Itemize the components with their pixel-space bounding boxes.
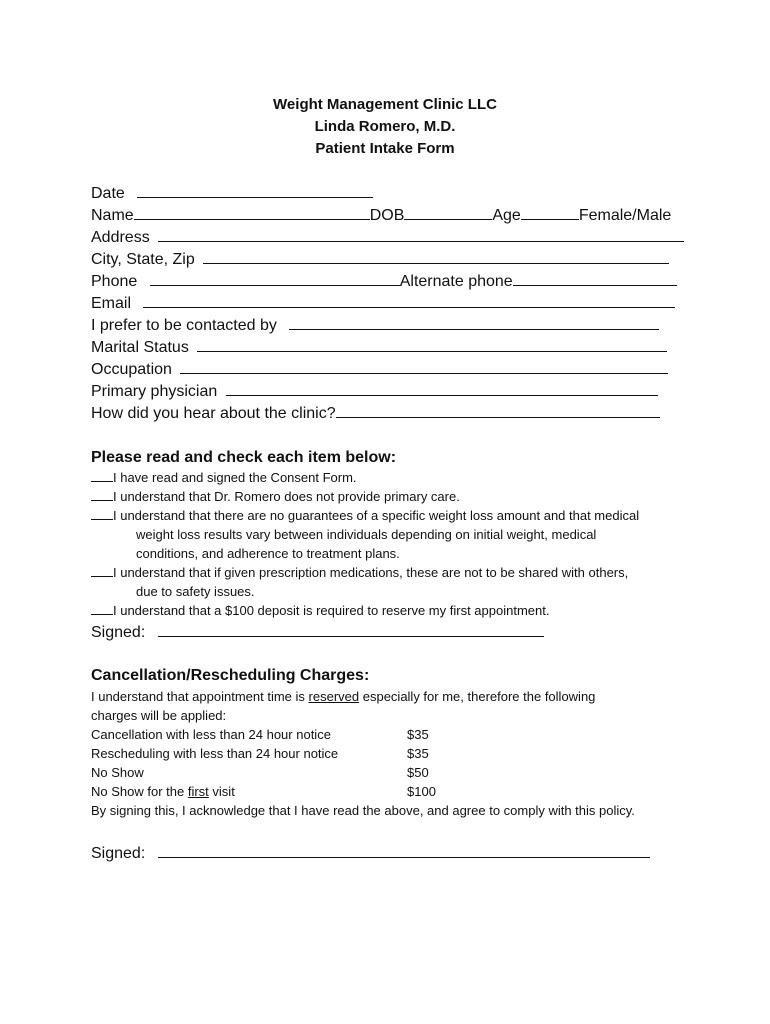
- phone-row: [91, 271, 677, 292]
- checklist-continuation: due to safety issues.: [136, 584, 255, 599]
- checklist-item-text: I understand that if given prescription medications, these are not to be shared with others,: [113, 565, 629, 580]
- charge-amount: $35: [407, 727, 429, 742]
- dob-field[interactable]: [404, 205, 492, 220]
- charge-label-text: visit: [212, 784, 235, 799]
- cancellation-intro: [91, 687, 595, 706]
- marital-label: Marital Status: [91, 339, 189, 356]
- checklist-item: [91, 468, 357, 487]
- contact-pref-field[interactable]: [289, 315, 659, 330]
- first-underlined: first: [187, 784, 209, 799]
- checklist-item: [91, 506, 639, 525]
- alternate-phone-label: Alternate phone: [399, 273, 513, 290]
- address-label: Address: [91, 229, 150, 246]
- checklist-item: [91, 601, 549, 620]
- reserved-underlined: reserved: [308, 689, 360, 704]
- date-field[interactable]: [137, 183, 373, 198]
- charge-amount: $50: [407, 765, 429, 780]
- checklist-continuation: conditions, and adherence to treatment plans.: [136, 546, 400, 561]
- contact-pref-row: [91, 315, 659, 336]
- charge-label: Rescheduling with less than 24 hour notice: [91, 746, 339, 761]
- charge-amount: $35: [407, 746, 429, 761]
- charge-label-text: No Show for the: [91, 784, 185, 799]
- checklist-heading: Please read and check each item below:: [91, 449, 397, 466]
- age-field[interactable]: [521, 205, 579, 220]
- address-row: [91, 227, 684, 248]
- age-label: Age: [492, 207, 521, 224]
- checklist-item-text: I understand that there are no guarantees of a specific weight loss amount and that medical: [113, 508, 640, 523]
- checklist-continuation: weight loss results vary between individuals depending on initial weight, medical: [136, 527, 597, 542]
- signed-label: Signed:: [91, 845, 146, 862]
- name-field[interactable]: [134, 205, 370, 220]
- name-label: Name: [91, 207, 134, 224]
- charge-label: [91, 782, 235, 801]
- physician-field[interactable]: [226, 381, 658, 396]
- marital-row: [91, 337, 667, 358]
- city-field[interactable]: [203, 249, 669, 264]
- charge-label: No Show: [91, 765, 144, 780]
- intro-text: especially for me, therefore the following: [362, 689, 596, 704]
- checkbox-blank[interactable]: [91, 602, 113, 615]
- physician-row: [91, 381, 658, 402]
- city-row: [91, 249, 669, 270]
- charge-label: Cancellation with less than 24 hour notice: [91, 727, 331, 742]
- occupation-field[interactable]: [180, 359, 668, 374]
- signed-label: Signed:: [91, 624, 146, 641]
- checkbox-blank[interactable]: [91, 469, 113, 482]
- acknowledge-text: By signing this, I acknowledge that I have read the above, and agree to comply with this policy.: [91, 803, 635, 818]
- city-label: City, State, Zip: [91, 251, 195, 268]
- checklist-item-text: I understand that a $100 deposit is required to reserve my first appointment.: [113, 603, 550, 618]
- cancellation-intro-cont: charges will be applied:: [91, 708, 227, 723]
- cancellation-heading: Cancellation/Rescheduling Charges:: [91, 667, 370, 684]
- date-row: [91, 183, 373, 204]
- checkbox-blank[interactable]: [91, 488, 113, 501]
- dob-label: DOB: [369, 207, 405, 224]
- phone-field[interactable]: [150, 271, 400, 286]
- cancellation-signature-row: [91, 843, 650, 864]
- checklist-item: [91, 487, 460, 506]
- checklist-item-text: I have read and signed the Consent Form.: [113, 470, 357, 485]
- marital-field[interactable]: [197, 337, 667, 352]
- sex-label: Female/Male: [578, 207, 672, 224]
- checklist-item-text: I understand that Dr. Romero does not provide primary care.: [113, 489, 460, 504]
- intro-text: I understand that appointment time is: [91, 689, 305, 704]
- referral-row: [91, 403, 660, 424]
- name-row: [91, 205, 671, 226]
- alternate-phone-field[interactable]: [513, 271, 677, 286]
- phone-label: Phone: [91, 273, 138, 290]
- charge-amount: $100: [407, 784, 436, 799]
- email-field[interactable]: [143, 293, 675, 308]
- referral-field[interactable]: [336, 403, 660, 418]
- checkbox-blank[interactable]: [91, 507, 113, 520]
- occupation-row: [91, 359, 668, 380]
- physician-label: Primary physician: [91, 383, 218, 400]
- address-field[interactable]: [158, 227, 684, 242]
- form-title: Patient Intake Form: [315, 140, 455, 157]
- signature-field[interactable]: [158, 843, 650, 858]
- checklist-signature-row: [91, 622, 544, 643]
- email-label: Email: [91, 295, 132, 312]
- email-row: [91, 293, 675, 314]
- contact-pref-label: I prefer to be contacted by: [91, 317, 277, 334]
- doctor-name: Linda Romero, M.D.: [314, 118, 456, 135]
- checkbox-blank[interactable]: [91, 564, 113, 577]
- referral-label: How did you hear about the clinic?: [91, 405, 336, 422]
- signature-field[interactable]: [158, 622, 544, 637]
- occupation-label: Occupation: [91, 361, 172, 378]
- date-label: Date: [91, 185, 125, 202]
- clinic-name: Weight Management Clinic LLC: [273, 96, 497, 113]
- checklist-item: [91, 563, 628, 582]
